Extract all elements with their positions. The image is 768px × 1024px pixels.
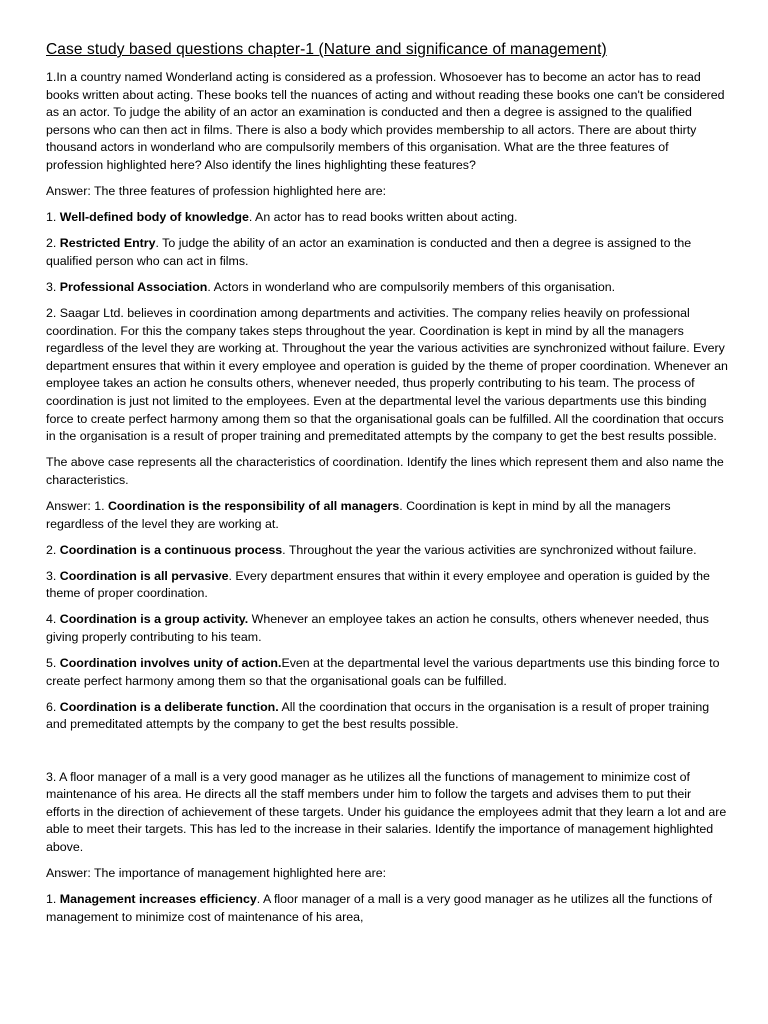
- point-text: . Actors in wonderland who are compulsorily members of this organisation.: [207, 279, 616, 294]
- q1-point: [46, 235, 728, 270]
- point-heading: Well-defined body of knowledge: [59, 210, 249, 225]
- q3-answer-intro: Answer: The importance of management highlighted here are:: [46, 865, 387, 880]
- point-text: . Coordination is kept in mind by all the managers regardless of the level they are working at.: [46, 498, 671, 531]
- point-text: Even at the departmental level the various departments use this binding force to create perfect harmony among them so that the organisational goals can be fulfilled.: [46, 656, 720, 688]
- q2-point: [46, 611, 728, 646]
- point-number: 6.: [46, 699, 60, 714]
- q1-question: 1.In a country named Wonderland acting is considered as a profession. Whosoever has to become an actor has to read books written about acting. These books tell the nuances of acting and without reading these books one can't be considered as an actor. To judge the ability of an actor an examination is conducted and then a degree is assigned to the qualified persons who can then act in films. There is also a body which provides membership to all actors. There are about thirty thousand actors in wonderland who are compulsorily members of this organisation. What are the three features of profession highlighted here? Also identify the lines highlighting these features?: [46, 70, 725, 172]
- point-text: . Throughout the year the various activities are synchronized without failure.: [282, 542, 697, 557]
- point-text: . To judge the ability of an actor an examination is conducted and then a degree is assigned to the qualified person who can act in films.: [46, 236, 692, 268]
- point-heading: Coordination is a group activity.: [59, 612, 249, 627]
- point-number: 2.: [46, 542, 60, 557]
- q2-point: [46, 568, 728, 603]
- point-heading: Coordination is the responsibility of all managers: [107, 498, 400, 513]
- q2-point: [46, 699, 728, 734]
- point-heading: Coordination is a deliberate function.: [59, 699, 279, 714]
- q1-answer-intro: Answer: The three features of profession highlighted here are:: [46, 184, 387, 199]
- point-heading: Management increases efficiency: [59, 892, 257, 907]
- q1-point: [46, 279, 728, 297]
- q2-point: [46, 542, 728, 560]
- point-text: Whenever an employee takes an action he consults, others whenever needed, thus giving properly contributing to his team.: [46, 612, 709, 645]
- point-heading: Coordination is a continuous process: [59, 542, 283, 557]
- point-heading: Restricted Entry: [59, 236, 156, 251]
- page-title: Case study based questions chapter-1 (Nature and significance of management): [46, 41, 607, 58]
- q2-prompt: The above case represents all the characteristics of coordination. Identify the lines which represent them and also name the characteristics.: [46, 455, 724, 487]
- point-number: 4.: [46, 612, 60, 627]
- point-number: 1.: [46, 210, 60, 225]
- point-text: . Every department ensures that within it every employee and operation is guided by the theme of proper coordination.: [46, 568, 710, 601]
- point-number: 3.: [46, 279, 60, 294]
- q3-question: 3. A floor manager of a mall is a very good manager as he utilizes all the functions of management to minimize cost of maintenance of his area. He directs all the staff members under him to follow the targets and advises them to put their efforts in the direction of achievement of these targets. Under his guidance the employees admit that they learn a lot and are able to meet their targets. This has led to the increase in their salaries. Identify the importance of management highlighted above.: [46, 769, 727, 854]
- point-text: All the coordination that occurs in the organisation is a result of proper training and premeditated attempts by the company to get the best results possible.: [46, 699, 710, 732]
- q2-point: [46, 655, 728, 690]
- point-number: 3.: [46, 568, 60, 583]
- section-spacer: [46, 743, 728, 769]
- q3-point: [46, 891, 728, 926]
- point-text: . An actor has to read books written about acting.: [248, 210, 518, 225]
- q2-question: 2. Saagar Ltd. believes in coordination among departments and activities. The company relies heavily on professional coordination. For this the company takes steps throughout the year. Coordination is kept in mind by all the managers regardless of the level they are working at. Throughout the year the various activities are synchronized without failure. Every department ensures that within it every employee and operation is guided by the theme of proper coordination. Whenever an employee takes an action he consults others, whenever needed, thus properly contributing to his team. The process of coordination is just not limited to the employees. Even at the departmental level the various departments use this binding force to create perfect harmony among them so that the organisational goals can be fulfilled. All the coordination that occurs in the organisation is a result of proper training and premeditated attempts by the company to get the best results possible.: [46, 306, 728, 444]
- q2-point: [46, 498, 728, 533]
- point-text: . A floor manager of a mall is a very good manager as he utilizes all the functions of management to minimize cost of maintenance of his area,: [46, 892, 713, 924]
- point-heading: Coordination is all pervasive: [59, 568, 229, 583]
- point-number: 5.: [46, 656, 60, 671]
- q1-point: [46, 209, 728, 227]
- point-heading: Coordination involves unity of action.: [59, 656, 282, 671]
- point-number: 1.: [46, 892, 60, 907]
- point-number: Answer: 1.: [46, 498, 108, 513]
- point-number: 2.: [46, 236, 60, 251]
- point-heading: Professional Association: [59, 279, 208, 294]
